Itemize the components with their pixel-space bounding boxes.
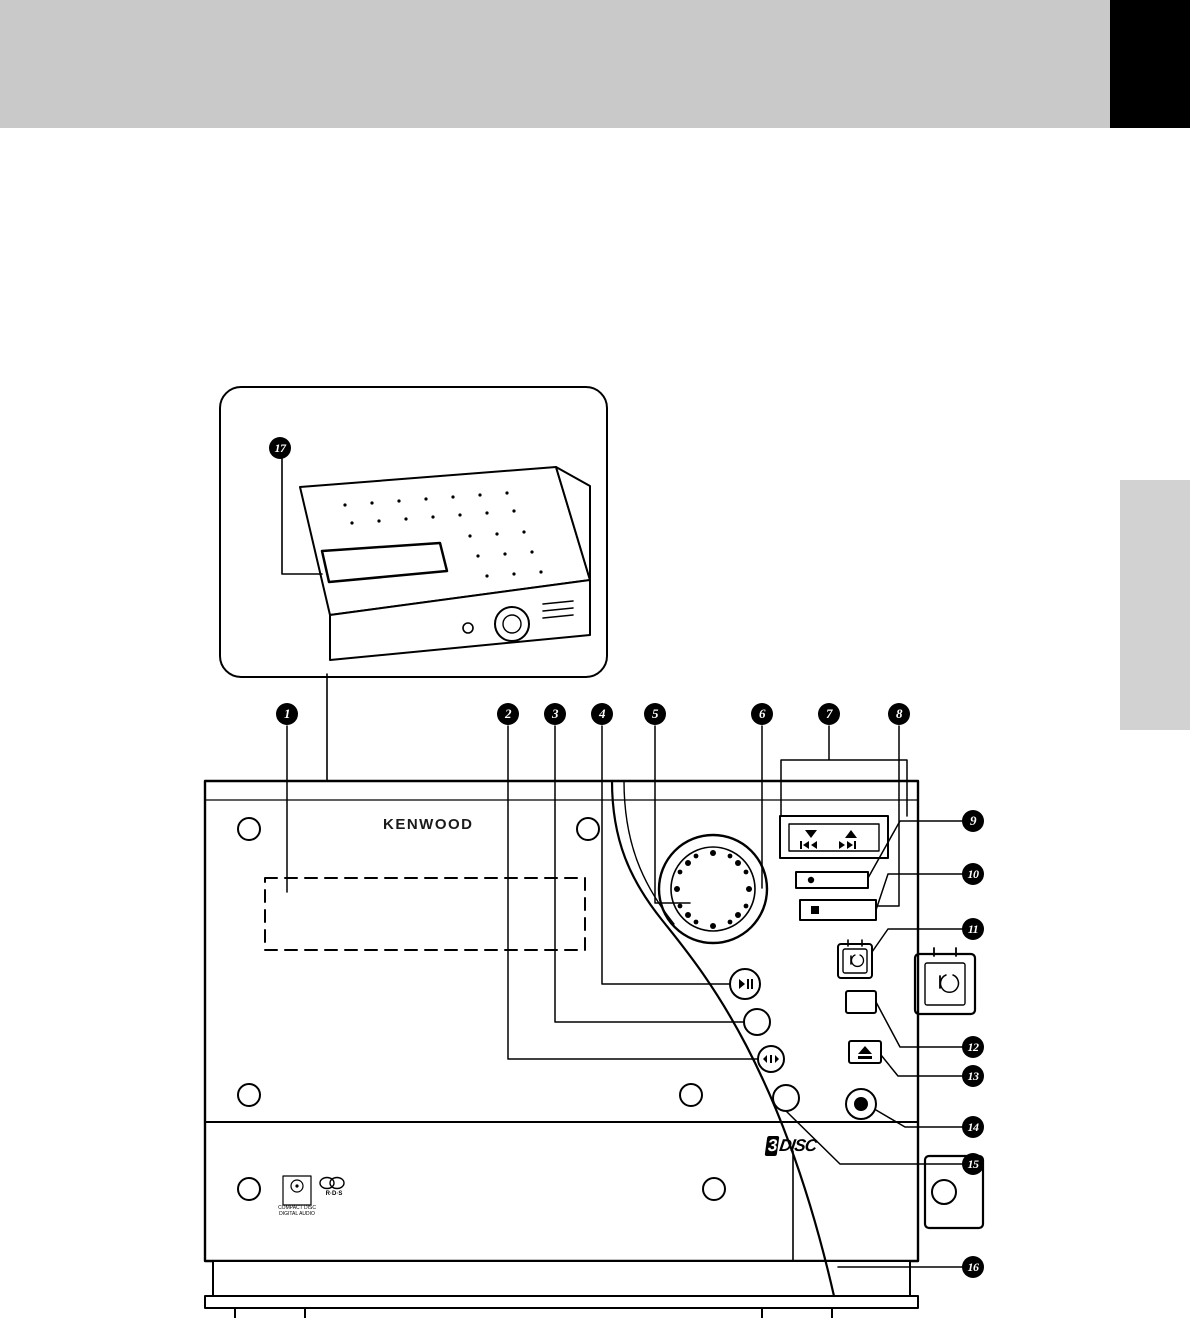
callout-5: 5	[644, 703, 666, 725]
rds-mark-label: R·D·S	[325, 1191, 343, 1197]
disc-count: 3	[765, 1136, 780, 1156]
callout-4: 4	[591, 703, 613, 725]
callout-17: 17	[269, 437, 291, 459]
callout-15: 15	[962, 1153, 984, 1175]
brand-logo: KENWOOD	[383, 816, 474, 833]
callout-3: 3	[544, 703, 566, 725]
callout-14: 14	[962, 1116, 984, 1138]
callout-1: 1	[276, 703, 298, 725]
remote-power-unit	[915, 948, 975, 1014]
callout-13: 13	[962, 1065, 984, 1087]
callout-12: 12	[962, 1036, 984, 1058]
compact-disc-mark-label: COMPACT DISC DIGITAL AUDIO	[278, 1205, 316, 1217]
top-view-unit	[282, 452, 590, 660]
disc-changer-logo	[765, 1136, 818, 1156]
disc-word: DISC	[778, 1136, 818, 1155]
callout-8: 8	[888, 703, 910, 725]
callout-6: 6	[751, 703, 773, 725]
callout-10: 10	[962, 863, 984, 885]
callout-7: 7	[818, 703, 840, 725]
callout-9: 9	[962, 810, 984, 832]
main-unit-front	[205, 781, 918, 1318]
callout-16: 16	[962, 1256, 984, 1278]
callout-2: 2	[497, 703, 519, 725]
callout-11: 11	[962, 918, 984, 940]
